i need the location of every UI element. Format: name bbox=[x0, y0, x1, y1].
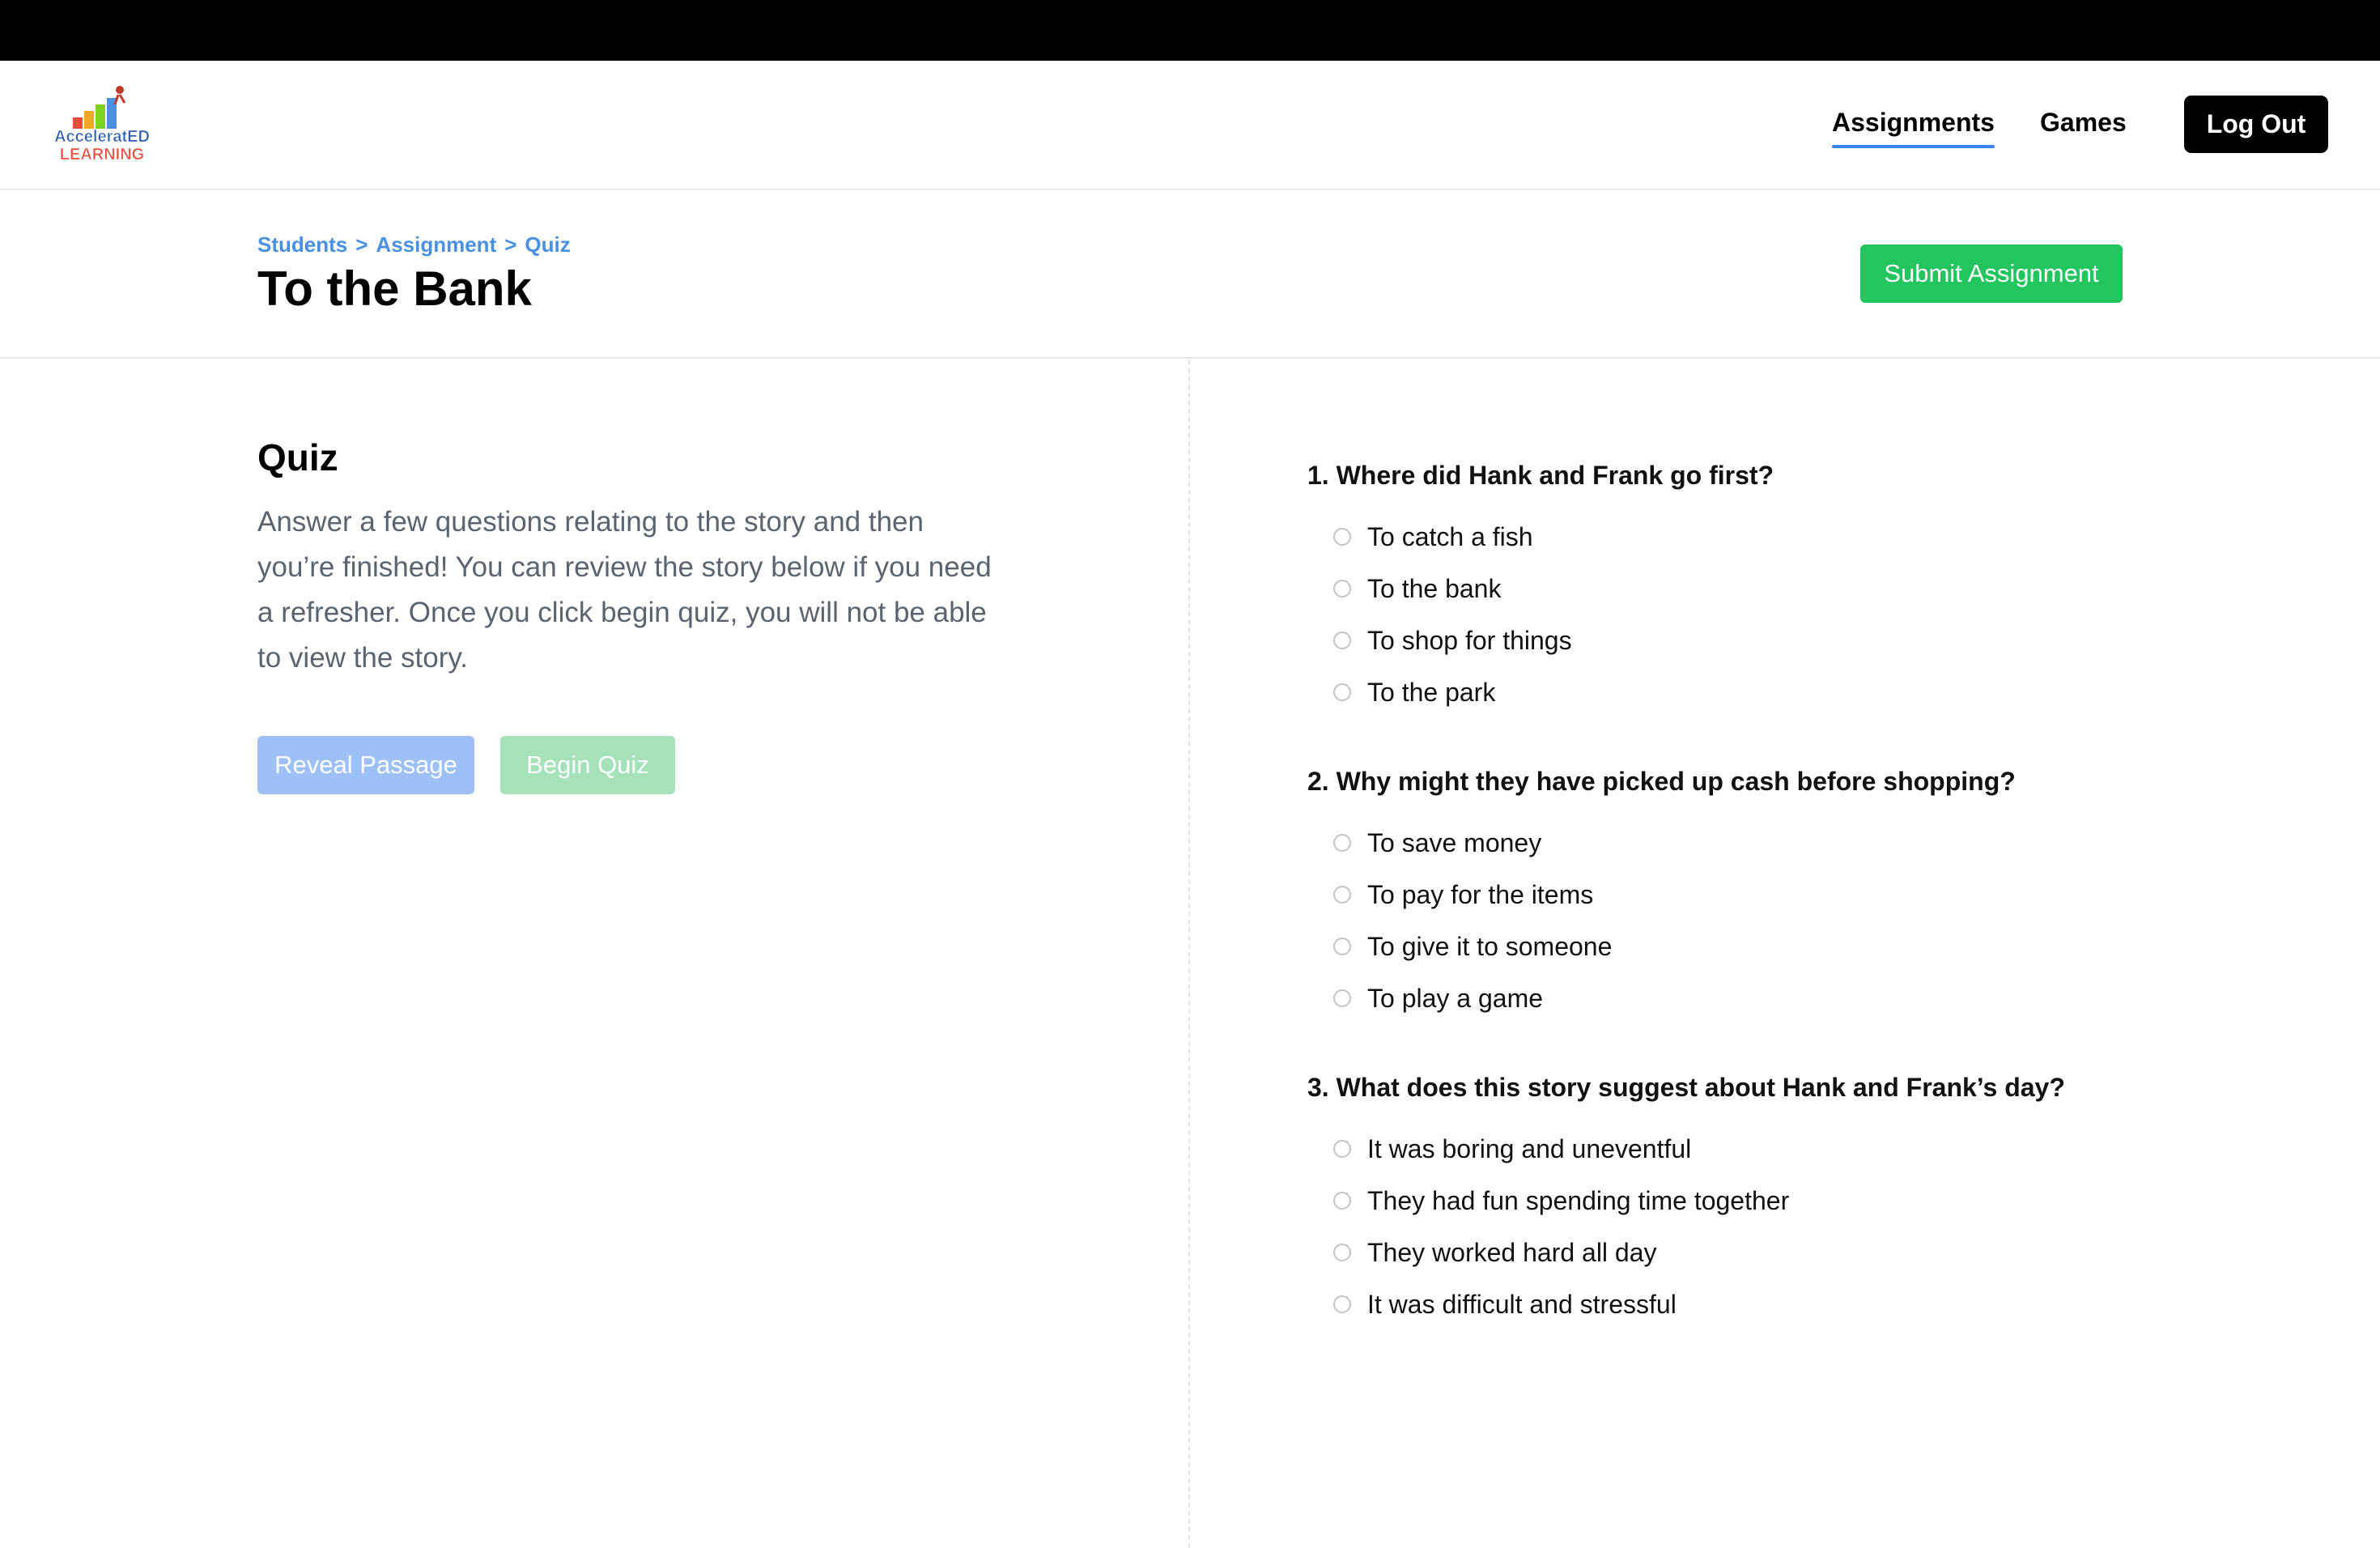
browser-top-bar bbox=[0, 0, 2380, 61]
question-text: 2. Why might they have picked up cash before shopping? bbox=[1307, 767, 2016, 796]
radio-button[interactable] bbox=[1333, 1192, 1351, 1210]
answer-option[interactable] bbox=[1307, 666, 2198, 718]
accelerated-learning-logo[interactable] bbox=[49, 83, 155, 164]
answer-option[interactable] bbox=[1307, 869, 2198, 921]
breadcrumb-separator: > bbox=[504, 232, 517, 257]
intro-button-row bbox=[257, 736, 1002, 794]
option-label: They worked hard all day bbox=[1367, 1238, 1657, 1267]
answer-option[interactable] bbox=[1307, 563, 2198, 615]
option-label: To pay for the items bbox=[1367, 880, 1594, 909]
quiz-description: Answer a few questions relating to the story and then you’re finished! You can review the story below if you need a refresher. Once you click begin quiz, you will not be able to view the story. bbox=[257, 506, 992, 674]
radio-button[interactable] bbox=[1333, 528, 1351, 546]
radio-button[interactable] bbox=[1333, 938, 1351, 955]
logo-text-top: AcceleratED bbox=[54, 128, 150, 146]
answer-option[interactable] bbox=[1307, 1123, 2198, 1175]
option-label: To play a game bbox=[1367, 984, 1544, 1013]
logo-figure bbox=[115, 95, 125, 104]
logo-block bbox=[73, 117, 83, 129]
question-2 bbox=[1307, 763, 2198, 1024]
option-label: To the park bbox=[1367, 678, 1496, 707]
radio-button[interactable] bbox=[1333, 632, 1351, 649]
breadcrumb-students[interactable]: Students bbox=[257, 232, 348, 257]
breadcrumb-separator: > bbox=[355, 232, 368, 257]
radio-button[interactable] bbox=[1333, 886, 1351, 904]
logo-block bbox=[84, 111, 94, 129]
panel-divider bbox=[1188, 360, 1190, 1548]
radio-button[interactable] bbox=[1333, 580, 1351, 598]
logo-figure bbox=[116, 86, 124, 94]
question-text: 3. What does this story suggest about Hank and Frank’s day? bbox=[1307, 1073, 2065, 1102]
answer-option[interactable] bbox=[1307, 972, 2198, 1024]
answer-option[interactable] bbox=[1307, 817, 2198, 869]
quiz-heading: Quiz bbox=[257, 436, 338, 478]
begin-quiz-button[interactable]: Begin Quiz bbox=[500, 736, 675, 794]
reveal-passage-button[interactable]: Reveal Passage bbox=[257, 736, 474, 794]
option-label: They had fun spending time together bbox=[1367, 1186, 1790, 1215]
breadcrumb-quiz[interactable]: Quiz bbox=[525, 232, 571, 257]
logo-text-bottom: LEARNING bbox=[59, 146, 145, 164]
radio-button[interactable] bbox=[1333, 683, 1351, 701]
option-label: To the bank bbox=[1367, 574, 1502, 603]
page-header bbox=[0, 192, 2380, 359]
breadcrumb-assignment[interactable]: Assignment bbox=[376, 232, 497, 257]
answer-option[interactable] bbox=[1307, 511, 2198, 563]
option-label: To save money bbox=[1367, 828, 1542, 857]
answer-option[interactable] bbox=[1307, 1227, 2198, 1278]
nav-assignments-link[interactable]: Assignments bbox=[1832, 108, 1995, 137]
question-3 bbox=[1307, 1070, 2198, 1330]
question-text: 1. Where did Hank and Frank go first? bbox=[1307, 461, 1774, 490]
page-title: To the Bank bbox=[257, 262, 532, 316]
answer-option[interactable] bbox=[1307, 1278, 2198, 1330]
option-label: It was difficult and stressful bbox=[1367, 1290, 1677, 1319]
question-1 bbox=[1307, 457, 2198, 718]
logo-block bbox=[96, 104, 105, 129]
radio-button[interactable] bbox=[1333, 834, 1351, 852]
radio-button[interactable] bbox=[1333, 1295, 1351, 1313]
answer-option[interactable] bbox=[1307, 615, 2198, 666]
quiz-intro-panel bbox=[257, 433, 1002, 794]
breadcrumb bbox=[257, 232, 571, 257]
answer-option[interactable] bbox=[1307, 921, 2198, 972]
option-label: To catch a fish bbox=[1367, 522, 1533, 551]
option-label: To give it to someone bbox=[1367, 932, 1613, 961]
submit-assignment-button[interactable]: Submit Assignment bbox=[1860, 245, 2123, 303]
nav-games-link[interactable]: Games bbox=[2040, 108, 2127, 137]
option-label: To shop for things bbox=[1367, 626, 1572, 655]
nav-bar bbox=[0, 61, 2380, 190]
answer-option[interactable] bbox=[1307, 1175, 2198, 1227]
quiz-questions-panel bbox=[1307, 457, 2198, 1376]
option-label: It was boring and uneventful bbox=[1367, 1134, 1692, 1163]
radio-button[interactable] bbox=[1333, 989, 1351, 1007]
radio-button[interactable] bbox=[1333, 1244, 1351, 1261]
radio-button[interactable] bbox=[1333, 1140, 1351, 1158]
logout-button[interactable]: Log Out bbox=[2184, 96, 2328, 153]
